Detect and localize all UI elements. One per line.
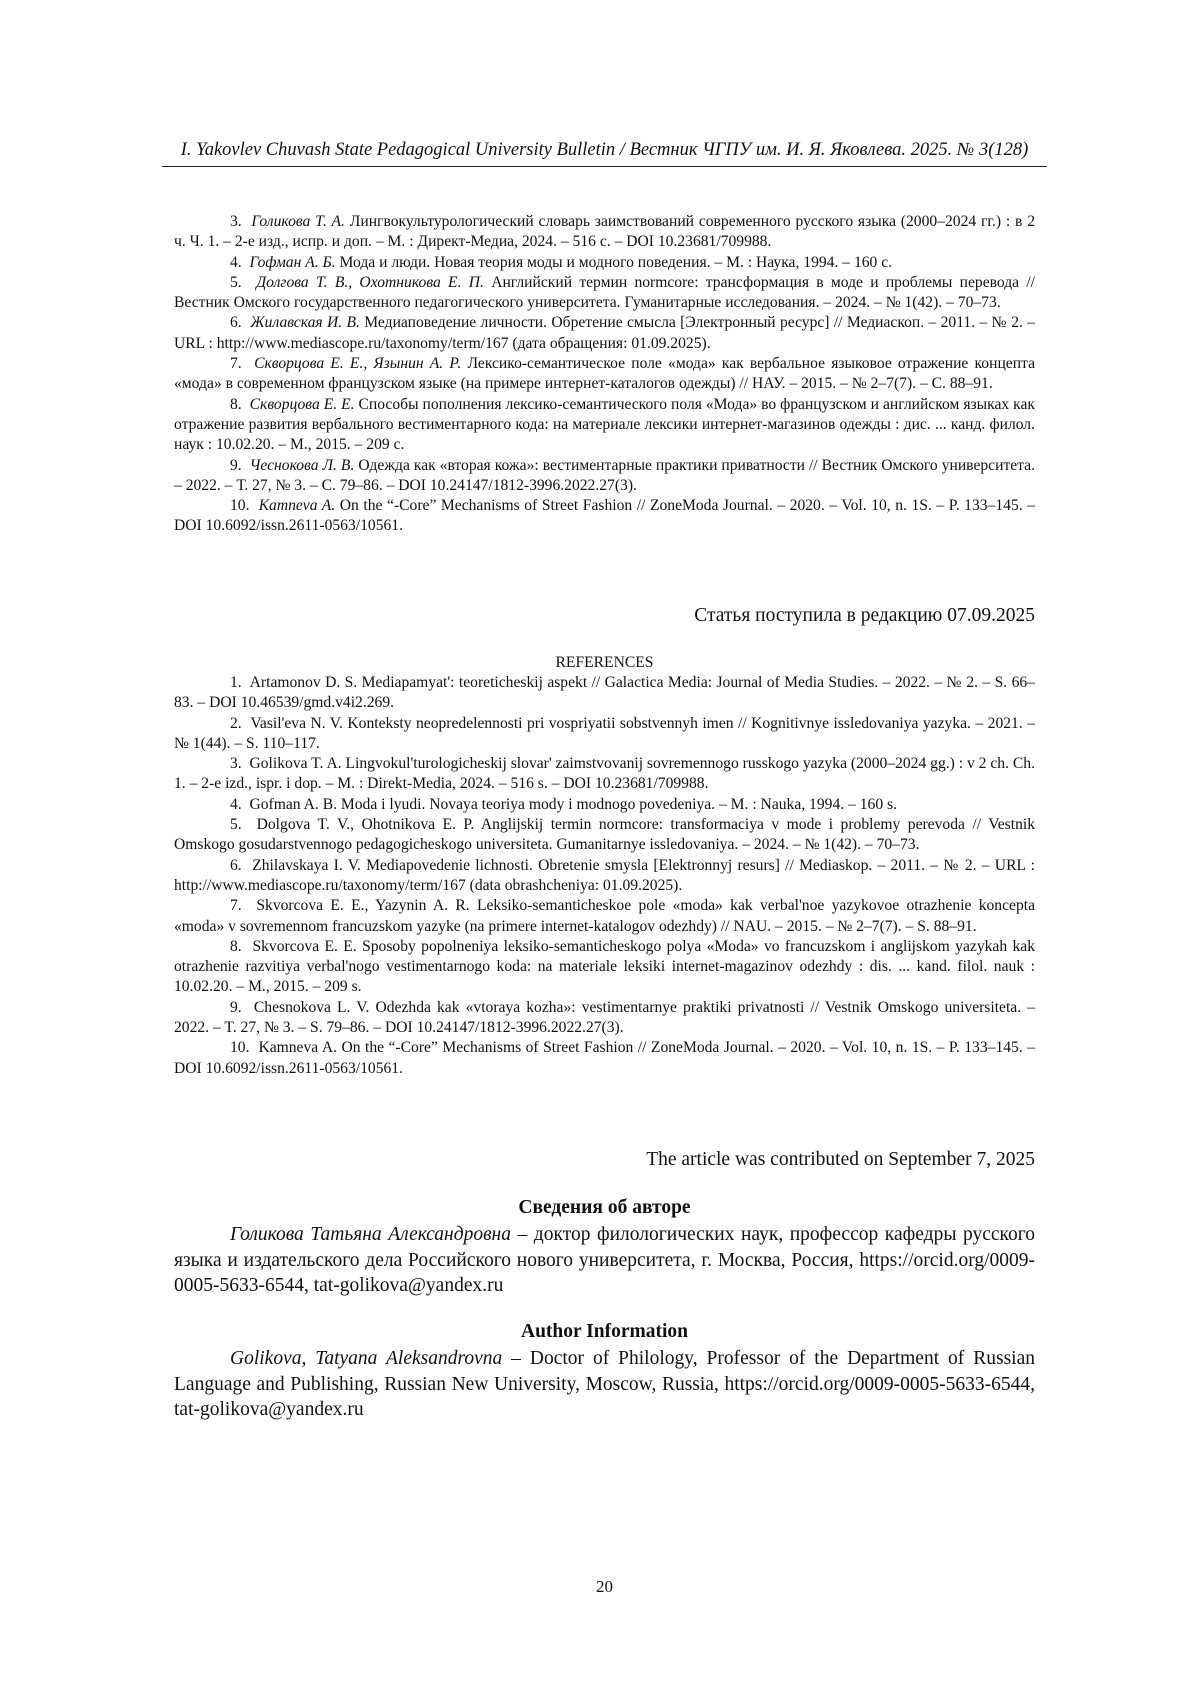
header-rule	[162, 166, 1047, 167]
author-info-ru	[174, 1222, 1035, 1299]
reference-item: 5. Dolgova T. V., Ohotnikova E. P. Anglijskij termin normcore: transformaciya v mode i problemy perevoda // Vestnik Omskogo gosudarstvennogo pedagogicheskogo universiteta. Gumanitarnye issledovaniya. – 2024. – № 1(42). – 70–73.	[174, 815, 1035, 856]
received-date-en: The article was contributed on September 7, 2025	[174, 1148, 1035, 1172]
literature-list	[174, 212, 1035, 537]
reference-item: 2. Vasil'eva N. V. Konteksty neopredelennosti pri vospriyatii sobstvennyh imen // Kognitivnye issledovaniya yazyka. – 2021. – № 1(44). – S. 110–117.	[174, 714, 1035, 755]
author-info-en	[174, 1346, 1035, 1423]
literature-item: 6. Жилавская И. В. Медиаповедение личности. Обретение смысла [Электронный ресурс] // Медиаскоп. – 2011. – № 2. – URL : http://www.mediascope.ru/taxonomy/term/167 (дата обращения: 01.09.2025).	[174, 313, 1035, 354]
reference-item: 1. Artamonov D. S. Mediapamyat': teoreticheskij aspekt // Galactica Media: Journal of Media Studies. – 2022. – № 2. – S. 66–83. – DOI 10.46539/gmd.v4i2.269.	[174, 673, 1035, 714]
literature-item: 10. Kamneva A. On the “-Core” Mechanisms of Street Fashion // ZoneModa Journal. – 2020. – Vol. 10, n. 1S. – P. 133–145. – DOI 10.6092/issn.2611-0563/10561.	[174, 496, 1035, 537]
received-date-ru: Статья поступила в редакцию 07.09.2025	[174, 604, 1035, 628]
references-title: REFERENCES	[174, 653, 1035, 673]
reference-item: 7. Skvorcova E. E., Yazynin A. R. Leksiko-semanticheskoe pole «moda» kak verbal'noe yazykovoe otrazhenie koncepta «moda» v sovremennom francuzskom yazyke (na primere internet-katalogov odezhdy) // NAU. – 2015. – № 2–7(7). – S. 88–91.	[174, 896, 1035, 937]
literature-item: 3. Голикова Т. А. Лингвокультурологический словарь заимствований современного русского языка (2000–2024 гг.) : в 2 ч. Ч. 1. – 2-е изд., испр. и доп. – М. : Директ-Медиа, 2024. – 516 с. – DOI 10.23681/709988.	[174, 212, 1035, 253]
literature-item: 5. Долгова Т. В., Охотникова Е. П. Английский термин normcore: трансформация в моде и проблемы перевода // Вестник Омского государственного педагогического университета. Гуманитарные исследования. – 2024. – № 1(42). – 70–73.	[174, 273, 1035, 314]
running-header: I. Yakovlev Chuvash State Pedagogical University Bulletin / Вестник ЧГПУ им. И. Я. Яковлева. 2025. № 3(128)	[162, 138, 1047, 162]
author-info-title-en: Author Information	[174, 1320, 1035, 1344]
journal-page	[0, 0, 1200, 1697]
literature-item: 7. Скворцова Е. Е., Язынин А. Р. Лексико-семантическое поле «мода» как вербальное языковое отражение концепта «мода» в современном французском языке (на примере интернет-каталогов одежды) // НАУ. – 2015. – № 2–7(7). – С. 88–91.	[174, 354, 1035, 395]
reference-item: 3. Golikova T. A. Lingvokul'turologicheskij slovar' zaimstvovanij sovremennogo russkogo yazyka (2000–2024 gg.) : v 2 ch. Ch. 1. – 2-e izd., ispr. i dop. – M. : Direkt-Media, 2024. – 516 s. – DOI 10.23681/709988.	[174, 754, 1035, 795]
reference-item: 9. Chesnokova L. V. Odezhda kak «vtoraya kozha»: vestimentarnye praktiki privatnosti // Vestnik Omskogo universiteta. – 2022. – T. 27, № 3. – S. 79–86. – DOI 10.24147/1812-3996.2022.27(3).	[174, 998, 1035, 1039]
reference-item: 10. Kamneva A. On the “-Core” Mechanisms of Street Fashion // ZoneModa Journal. – 2020. – Vol. 10, n. 1S. – P. 133–145. – DOI 10.6092/issn.2611-0563/10561.	[174, 1038, 1035, 1079]
reference-item: 8. Skvorcova E. E. Sposoby popolneniya leksiko-semanticheskogo polya «Moda» vo francuzskom i anglijskom yazykah kak otrazhenie razvitiya verbal'nogo vestimentarnogo koda: na materiale leksiki internet-magazinov odezhdy : dis. ... kand. filol. nauk : 10.02.20. – M., 2015. – 209 s.	[174, 937, 1035, 998]
literature-item: 4. Гофман А. Б. Мода и люди. Новая теория моды и модного поведения. – М. : Наука, 1994. – 160 с.	[174, 253, 1035, 273]
page-number: 20	[162, 1576, 1047, 1598]
author-info-body-ru: Голикова Татьяна Александровна – доктор филологических наук, профессор кафедры русского языка и издательского дела Российского нового университета, г. Москва, Россия, https://orcid.org/0009-0005-5633-6544, tat-golikova@yandex.ru	[174, 1222, 1035, 1299]
reference-item: 6. Zhilavskaya I. V. Mediapovedenie lichnosti. Obretenie smysla [Elektronnyj resurs] // Mediaskop. – 2011. – № 2. – URL : http://www.mediascope.ru/taxonomy/term/167 (data obrashcheniya: 01.09.2025).	[174, 856, 1035, 897]
literature-item: 8. Скворцова Е. Е. Способы пополнения лексико-семантического поля «Мода» во французском и английском языках как отражение развития вербального вестиментарного кода: на материале лексики интернет-магазинов одежды : дис. ... канд. филол. наук : 10.02.20. – М., 2015. – 209 с.	[174, 395, 1035, 456]
author-info-body-en: Golikova, Tatyana Aleksandrovna – Doctor of Philology, Professor of the Department of Russian Language and Publishing, Russian New University, Moscow, Russia, https://orcid.org/0009-0005-5633-6544, tat-golikova@yandex.ru	[174, 1346, 1035, 1423]
reference-item: 4. Gofman A. B. Moda i lyudi. Novaya teoriya mody i modnogo povedeniya. – M. : Nauka, 1994. – 160 s.	[174, 795, 1035, 815]
references-list	[174, 673, 1035, 1079]
literature-item: 9. Чеснокова Л. В. Одежда как «вторая кожа»: вестиментарные практики приватности // Вестник Омского университета. – 2022. – Т. 27, № 3. – С. 79–86. – DOI 10.24147/1812-3996.2022.27(3).	[174, 456, 1035, 497]
author-info-title-ru: Сведения об авторе	[174, 1196, 1035, 1220]
